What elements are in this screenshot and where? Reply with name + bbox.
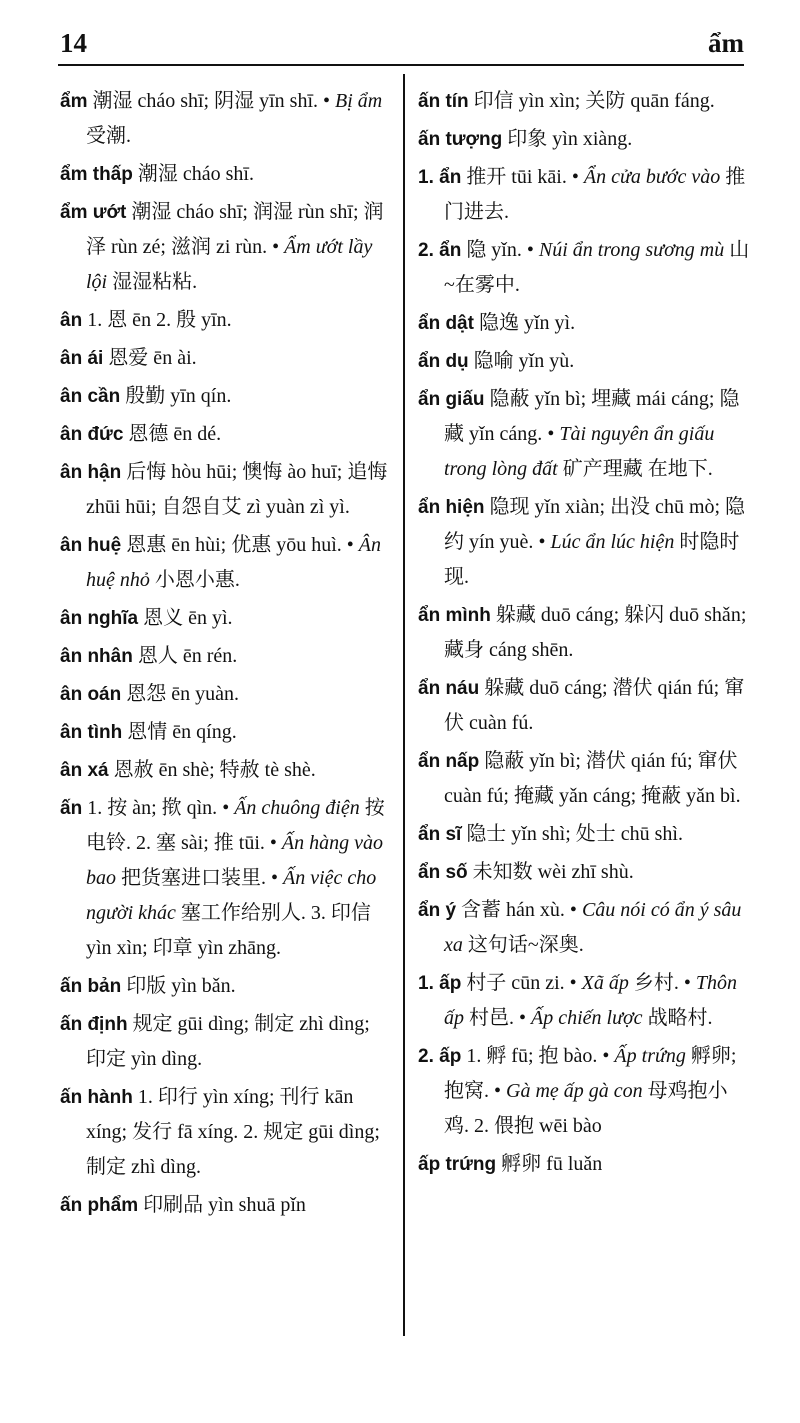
headword: ấp trứng (418, 1154, 497, 1175)
headword: ẩn số (418, 862, 468, 883)
example-bullet: • (271, 867, 284, 889)
dictionary-entry (60, 791, 392, 966)
example-vietnamese: Ẩn cửa bước vào (583, 166, 721, 188)
example-vietnamese: Ấp chiến lược (531, 1007, 643, 1029)
dictionary-entry (418, 344, 750, 379)
headword: ẩn ý (418, 900, 457, 921)
dictionary-entry (60, 753, 392, 788)
example-vietnamese: Ân huệ nhỏ (86, 534, 382, 591)
headword: 1. ẩn (418, 167, 462, 188)
dictionary-entry (60, 84, 392, 154)
example-vietnamese: Gà mẹ ấp gà con (506, 1080, 643, 1102)
example-chinese: 塞工作给别人. 3. 印信 yìn xìn; 印章 yìn zhāng. (86, 902, 371, 959)
headword: ân cần (60, 386, 121, 407)
example-vietnamese: Tài nguyên ẩn giấu trong lòng đất (444, 423, 715, 480)
definition-text: 恩义 ēn yì. (143, 607, 233, 629)
dictionary-entry (418, 490, 750, 595)
headword: ân hận (60, 462, 122, 483)
example-chinese: 山~在雾中. (444, 239, 750, 296)
example-chinese: 孵卵; 抱窝. (444, 1045, 737, 1102)
example-bullet: • (547, 423, 560, 445)
headword: ân xá (60, 760, 109, 781)
dictionary-entry (60, 455, 392, 525)
example-bullet: • (346, 534, 359, 556)
dictionary-entry (418, 893, 750, 963)
example-chinese: 按电铃. 2. 塞 sài; 推 tūi. (86, 797, 385, 854)
example-bullet: • (538, 531, 551, 553)
definition-text: 孵卵 fū luǎn (501, 1153, 603, 1175)
example-vietnamese: Ẩm ướt lầy lội (86, 236, 373, 293)
definition-text: 恩德 ēn dé. (128, 423, 222, 445)
dictionary-entry (418, 160, 750, 230)
headword: 1. ấp (418, 973, 462, 994)
example-bullet: • (323, 90, 336, 112)
dictionary-entry (418, 84, 750, 119)
definition-text: 1. 恩 ēn 2. 殷 yīn. (87, 309, 232, 331)
headword: ấn (60, 798, 83, 819)
page-header (58, 22, 744, 66)
column-divider (403, 74, 405, 1336)
definition-text: 恩惠 ēn hùi; 优惠 yōu huì. (126, 534, 342, 556)
definition-text: 隐现 yǐn xiàn; 出没 chū mò; 隐约 yín yuè. (444, 496, 746, 553)
example-chinese: 把货塞进口装里. (121, 867, 266, 889)
dictionary-entry (60, 1007, 392, 1077)
headword: ân nhân (60, 646, 133, 667)
definition-text: 后悔 hòu hūi; 懊悔 ào huī; 追悔 zhūi hūi; 自怨自艾 zì yuàn zì yì. (86, 461, 388, 518)
headword: ân huệ (60, 535, 122, 556)
dictionary-entry (60, 601, 392, 636)
headword: ẩn mình (418, 605, 491, 626)
example-chinese: 乡村. (633, 972, 679, 994)
dictionary-entry (418, 598, 750, 668)
definition-text: 隐蔽 yǐn bì; 潜伏 qián fú; 窜伏 cuàn fú; 掩藏 yǎn cáng; 掩蔽 yǎn bì. (444, 750, 741, 807)
definition-text: 恩爱 ēn ài. (108, 347, 197, 369)
dictionary-entry (418, 1039, 750, 1144)
dictionary-entry (60, 528, 392, 598)
example-bullet: • (571, 166, 584, 188)
dictionary-entry (60, 379, 392, 414)
headword: ân tình (60, 722, 123, 743)
headword: ân (60, 310, 83, 331)
example-vietnamese: Câu nói có ẩn ý sâu xa (444, 899, 742, 956)
headword: ẩm thấp (60, 164, 133, 185)
headword: ấn định (60, 1014, 128, 1035)
definition-text: 1. 印行 yìn xíng; 刊行 kān xíng; 发行 fā xíng. 2. 规定 gūi dìng; 制定 zhì dìng. (86, 1086, 380, 1178)
definition-text: 殷勤 yīn qín. (125, 385, 232, 407)
dictionary-entry (60, 341, 392, 376)
guide-word: ẩm (708, 28, 744, 58)
headword: ân đức (60, 424, 124, 445)
definition-text: 潮湿 cháo shī. (137, 163, 254, 185)
definition-text: 恩人 ēn rén. (137, 645, 238, 667)
definition-text: 隐蔽 yǐn bì; 埋藏 mái cáng; 隐藏 yǐn cáng. (444, 388, 740, 445)
example-chinese: 矿产理藏 在地下. (562, 458, 713, 480)
dictionary-entry (60, 1080, 392, 1185)
example-vietnamese: Núi ẩn trong sương mù (538, 239, 725, 261)
example-bullet: • (569, 972, 582, 994)
dictionary-entry (418, 233, 750, 303)
headword: ân ái (60, 348, 104, 369)
headword: ẩm (60, 91, 88, 112)
definition-text: 恩赦 ēn shè; 特赦 tè shè. (113, 759, 316, 781)
definition-text: 潮湿 cháo shī; 润湿 rùn shī; 润泽 rùn zé; 滋润 zi rùn. (86, 201, 384, 258)
dictionary-entry (60, 715, 392, 750)
dictionary-entry (60, 677, 392, 712)
definition-text: 含蓄 hán xù. (461, 899, 565, 921)
definition-text: 躲藏 duō cáng; 潜伏 qián fú; 窜伏 cuàn fú. (444, 677, 745, 734)
example-chinese: 受潮. (86, 125, 131, 147)
header-rule (58, 64, 744, 66)
example-bullet: • (526, 239, 539, 261)
headword: ấn tín (418, 91, 469, 112)
example-chinese: 村邑. (469, 1007, 514, 1029)
example-chinese: 时隐时现. (444, 531, 740, 588)
dictionary-entry (60, 195, 392, 300)
definition-text: 潮湿 cháo shī; 阴湿 yīn shī. (92, 90, 319, 112)
definition-text: 印信 yìn xìn; 关防 quān fáng. (473, 90, 715, 112)
example-bullet: • (269, 832, 282, 854)
example-bullet: • (494, 1080, 507, 1102)
headword: ẩn náu (418, 678, 480, 699)
definition-text: 规定 gūi dìng; 制定 zhì dìng; 印定 yìn dìng. (86, 1013, 370, 1070)
definition-text: 印象 yìn xiàng. (507, 128, 633, 150)
definition-text: 1. 孵 fū; 抱 bào. (466, 1045, 598, 1067)
definition-text: 印刷品 yìn shuā pǐn (143, 1194, 306, 1216)
dictionary-entry (60, 417, 392, 452)
example-bullet: • (569, 899, 582, 921)
headword: ấn tượng (418, 129, 503, 150)
example-vietnamese: Ấp trứng (614, 1045, 686, 1067)
left-column (60, 84, 392, 1226)
example-vietnamese: Ấn việc cho người khác (86, 867, 377, 924)
definition-text: 隐逸 yǐn yì. (478, 312, 576, 334)
definition-text: 1. 按 àn; 揿 qìn. (87, 797, 218, 819)
dictionary-entry (418, 1147, 750, 1182)
dictionary-entry (60, 969, 392, 1004)
example-vietnamese: Lúc ẩn lúc hiện (550, 531, 675, 553)
example-bullet: • (222, 797, 235, 819)
definition-text: 躲藏 duō cáng; 躲闪 duō shǎn; 藏身 cáng shēn. (444, 604, 747, 661)
dictionary-entry (418, 855, 750, 890)
headword: ấn bản (60, 976, 122, 997)
dictionary-entry (418, 382, 750, 487)
example-chinese: 这句话~深奥. (467, 934, 584, 956)
example-chinese: 湿湿粘粘. (112, 271, 198, 293)
example-chinese: 战略村. (647, 1007, 713, 1029)
definition-text: 隐 yǐn. (466, 239, 522, 261)
headword: ẩm ướt (60, 202, 127, 223)
headword: 2. ẩn (418, 240, 462, 261)
headword: ấn phẩm (60, 1195, 139, 1216)
example-vietnamese: Bị ẩm (335, 90, 383, 112)
headword: ẩn hiện (418, 497, 485, 518)
dictionary-entry (60, 303, 392, 338)
example-chinese: 推门进去. (444, 166, 746, 223)
headword: ấn hành (60, 1087, 133, 1108)
example-bullet: • (272, 236, 285, 258)
example-bullet: • (602, 1045, 615, 1067)
dictionary-entry (60, 157, 392, 192)
definition-text: 恩怨 ēn yuàn. (126, 683, 239, 705)
headword: ân oán (60, 684, 122, 705)
definition-text: 印版 yìn bǎn. (126, 975, 236, 997)
dictionary-entry (418, 671, 750, 741)
headword: ẩn dụ (418, 351, 469, 372)
example-vietnamese: Ấn chuông điện (234, 797, 360, 819)
dictionary-entry (418, 817, 750, 852)
headword: ẩn giấu (418, 389, 485, 410)
definition-text: 隐喻 yǐn yù. (473, 350, 575, 372)
example-chinese: 母鸡抱小鸡. 2. 偎抱 wēi bào (444, 1080, 728, 1137)
definition-text: 恩情 ēn qíng. (127, 721, 237, 743)
dictionary-entry (418, 966, 750, 1036)
example-vietnamese: Ấn hàng vào bao (86, 832, 383, 889)
headword: ẩn sĩ (418, 824, 462, 845)
example-chinese: 小恩小惠. (154, 569, 240, 591)
right-column (418, 84, 750, 1185)
dictionary-entry (60, 1188, 392, 1223)
example-bullet: • (519, 1007, 532, 1029)
example-bullet: • (683, 972, 696, 994)
headword: ân nghĩa (60, 608, 139, 629)
dictionary-entry (418, 744, 750, 814)
dictionary-entry (418, 306, 750, 341)
example-vietnamese: Xã ấp (581, 972, 629, 994)
dictionary-entry (418, 122, 750, 157)
dictionary-entry (60, 639, 392, 674)
headword: ẩn dật (418, 313, 474, 334)
definition-text: 村子 cūn zi. (466, 972, 565, 994)
definition-text: 未知数 wèi zhī shù. (472, 861, 634, 883)
example-vietnamese: Thôn ấp (444, 972, 737, 1029)
definition-text: 推开 tūi kāi. (466, 166, 567, 188)
headword: ẩn nấp (418, 751, 480, 772)
page-number: 14 (60, 28, 87, 58)
headword: 2. ấp (418, 1046, 462, 1067)
definition-text: 隐士 yǐn shì; 处士 chū shì. (466, 823, 683, 845)
